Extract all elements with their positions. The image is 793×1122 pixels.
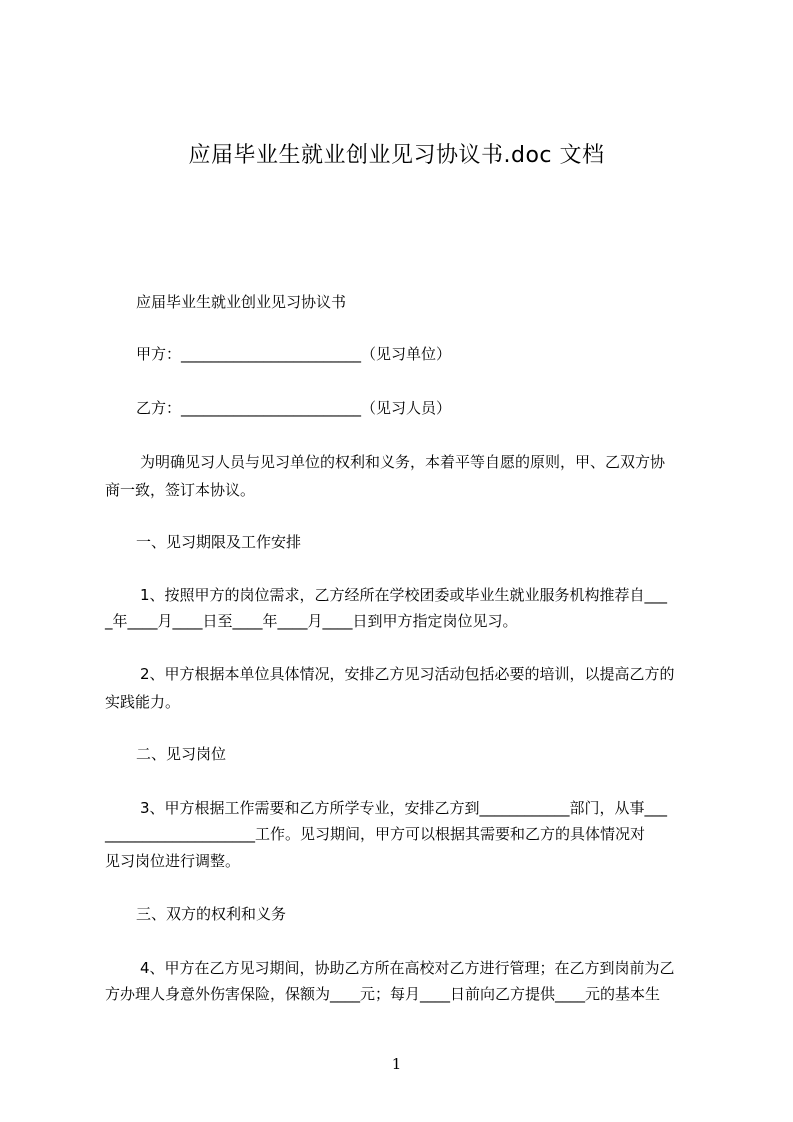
clause-4-line-2: 方办理人身意外伤害保险，保额为____元；每月____日前向乙方提供____元的基本生: [105, 985, 661, 1003]
clause-3-line-2: ____________________工作。见习期间，甲方可以根据其需要和乙方的具体情况对: [105, 825, 646, 843]
clause-2-line-1: 2、甲方根据本单位具体情况，安排乙方见习活动包括必要的培训，以提高乙方的: [140, 665, 675, 683]
clause-3-line-3: 见习岗位进行调整。: [105, 852, 241, 870]
clause-1-line-2: _年____月____日至____年____月____日到甲方指定岗位见习。: [105, 612, 518, 630]
clause-1-line-1: 1、按照甲方的岗位需求，乙方经所在学校团委或毕业生就业服务机构推荐自___: [140, 586, 668, 604]
agreement-heading: 应届毕业生就业创业见习协议书: [136, 293, 347, 311]
preamble-line-1: 为明确见习人员与见习单位的权利和义务，本着平等自愿的原则，甲、乙双方协: [140, 453, 666, 471]
clause-2-line-2: 实践能力。: [105, 693, 181, 711]
preamble-line-2: 商一致，签订本协议。: [105, 481, 256, 499]
clause-3-line-1: 3、甲方根据工作需要和乙方所学专业，安排乙方到____________部门，从事___: [140, 799, 668, 817]
clause-4-line-1: 4、甲方在乙方见习期间，协助乙方所在高校对乙方进行管理；在乙方到岗前为乙: [140, 959, 675, 977]
document-title: 应届毕业生就业创业见习协议书.doc 文档: [188, 143, 605, 168]
party-a-line: 甲方：________________________（见习单位）: [136, 345, 452, 363]
page-number: 1: [391, 1055, 402, 1073]
section-3-heading: 三、双方的权利和义务: [136, 905, 287, 923]
party-b-line: 乙方：________________________（见习人员）: [136, 399, 452, 417]
section-2-heading: 二、见习岗位: [136, 745, 227, 763]
section-1-heading: 一、见习期限及工作安排: [136, 533, 302, 551]
